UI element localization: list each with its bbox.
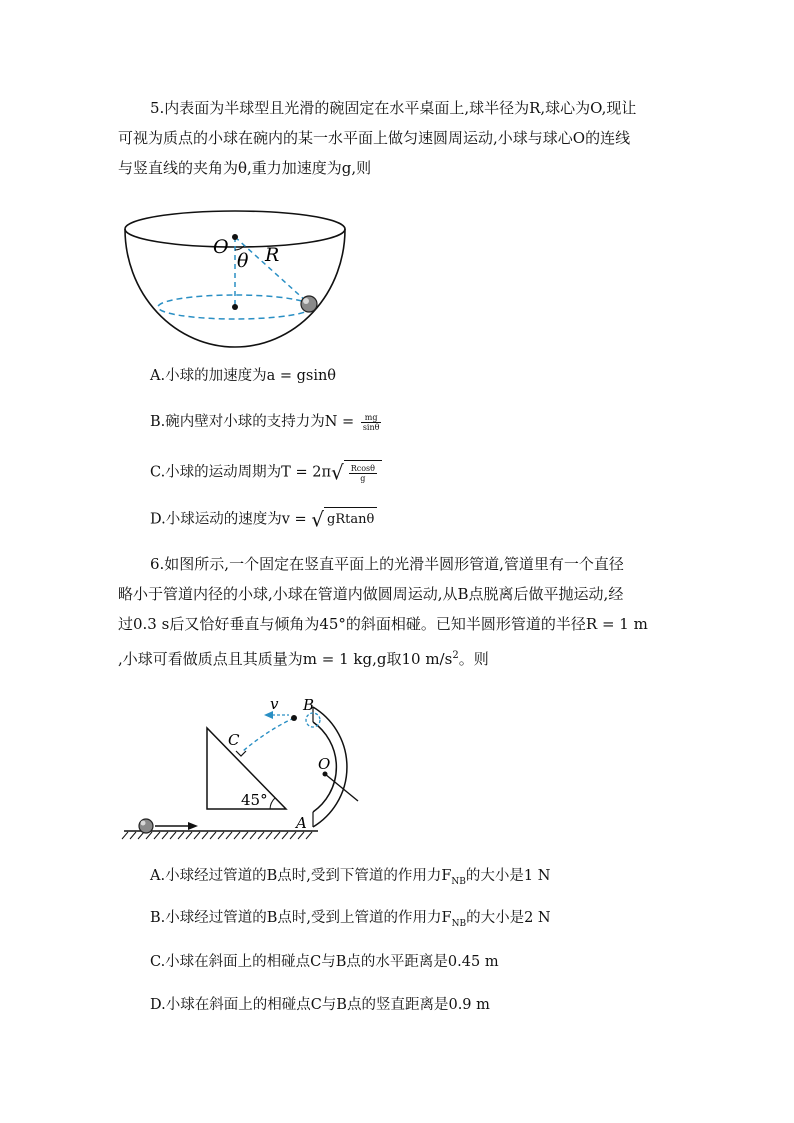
q5-option-d xyxy=(150,507,377,532)
label-o: O xyxy=(318,755,331,773)
orbit-center-point xyxy=(232,304,238,310)
ground-hatch xyxy=(122,832,312,839)
q6-stem-line-4-end: 。则 xyxy=(458,650,489,668)
label-r: R xyxy=(265,244,280,266)
q6-pipe-figure xyxy=(118,688,398,848)
velocity-arrowhead xyxy=(188,822,198,830)
q5-option-b-prefix: B.碗内壁对小球的支持力为N = xyxy=(150,414,359,430)
sqrt-sign: √ xyxy=(311,507,325,532)
q6-option-a xyxy=(150,864,550,894)
ball-highlight xyxy=(303,298,309,304)
q6-option-a-subscript: NB xyxy=(451,876,466,887)
q6-stem-line-4-text: ,小球可看做质点且其质量为m = 1 kg,g取10 m/s xyxy=(118,650,453,668)
right-angle-mark xyxy=(236,751,246,756)
q5-option-d-radicand: gRtanθ xyxy=(324,507,377,532)
angle-arc xyxy=(270,798,275,809)
label-b: B xyxy=(303,696,315,714)
q6-option-c: C.小球在斜面上的相碰点C与B点的水平距离是0.45 m xyxy=(150,954,499,970)
label-a: A xyxy=(296,814,307,832)
label-c: C xyxy=(228,731,240,749)
q6-option-b-text: B.小球经过管道的B点时,受到上管道的作用力F xyxy=(150,910,452,926)
q5-option-b xyxy=(150,410,383,434)
q5-option-c-denominator: g xyxy=(360,473,366,483)
q6-option-b-subscript: NB xyxy=(451,918,467,929)
q5-stem-line-3: 与竖直线的夹角为θ,重力加速度为g,则 xyxy=(118,159,372,177)
q6-stem-line-4 xyxy=(118,642,678,673)
q5-option-d-prefix: D.小球运动的速度为v = xyxy=(150,511,312,528)
q5-option-b-numerator: mg xyxy=(361,413,382,423)
ground-ball xyxy=(139,819,153,833)
q6-option-a-value: 的大小是1 N xyxy=(465,868,551,884)
ground-ball-highlight xyxy=(141,821,146,826)
q6-stem-line-1: 6.如图所示,一个固定在竖直平面上的光滑半圆形管道,管道里有一个直径 xyxy=(150,555,624,573)
center-point-o xyxy=(232,234,238,240)
point-b xyxy=(291,715,297,721)
q6-option-d: D.小球在斜面上的相碰点C与B点的竖直距离是0.9 m xyxy=(150,997,490,1013)
sqrt-sign: √ xyxy=(330,460,344,485)
q5-option-c xyxy=(150,460,382,485)
q5-option-a: A.小球的加速度为a = gsinθ xyxy=(150,368,337,384)
q5-option-c-prefix: C.小球的运动周期为T = 2π xyxy=(150,464,331,481)
q5-option-b-fraction xyxy=(361,413,382,432)
label-o: O xyxy=(213,236,229,258)
pipe-radius xyxy=(325,774,358,801)
q6-option-b-value: 的大小是2 N xyxy=(466,910,551,926)
q5-option-c-radicand xyxy=(344,460,382,485)
q6-exponent: 2 xyxy=(452,650,459,661)
q6-option-a-text: A.小球经过管道的B点时,受到下管道的作用力F xyxy=(150,868,452,884)
label-angle: 45° xyxy=(241,791,268,809)
q5-option-c-numerator: Rcosθ xyxy=(350,463,375,473)
q5-option-b-denominator: sinθ xyxy=(362,422,380,432)
q6-stem-line-2: 略小于管道内径的小球,小球在管道内做圆周运动,从B点脱离后做平抛运动,经 xyxy=(118,585,624,603)
q5-stem-line-1: 5.内表面为半球型且光滑的碗固定在水平桌面上,球半径为R,球心为O,现让 xyxy=(150,99,637,117)
ball xyxy=(301,296,317,312)
q6-stem-line-3: 过0.3 s后又恰好垂直与倾角为45°的斜面相碰。已知半圆形管道的半径R = 1 m xyxy=(118,615,648,633)
label-theta: θ xyxy=(237,250,249,272)
q5-bowl-figure xyxy=(118,200,358,352)
q5-stem-line-2: 可视为质点的小球在碗内的某一水平面上做匀速圆周运动,小球与球心O的连线 xyxy=(118,129,631,147)
label-v: v xyxy=(270,695,279,713)
q6-option-b xyxy=(150,906,551,936)
q5-option-c-fraction xyxy=(349,464,377,483)
trajectory xyxy=(243,718,294,751)
